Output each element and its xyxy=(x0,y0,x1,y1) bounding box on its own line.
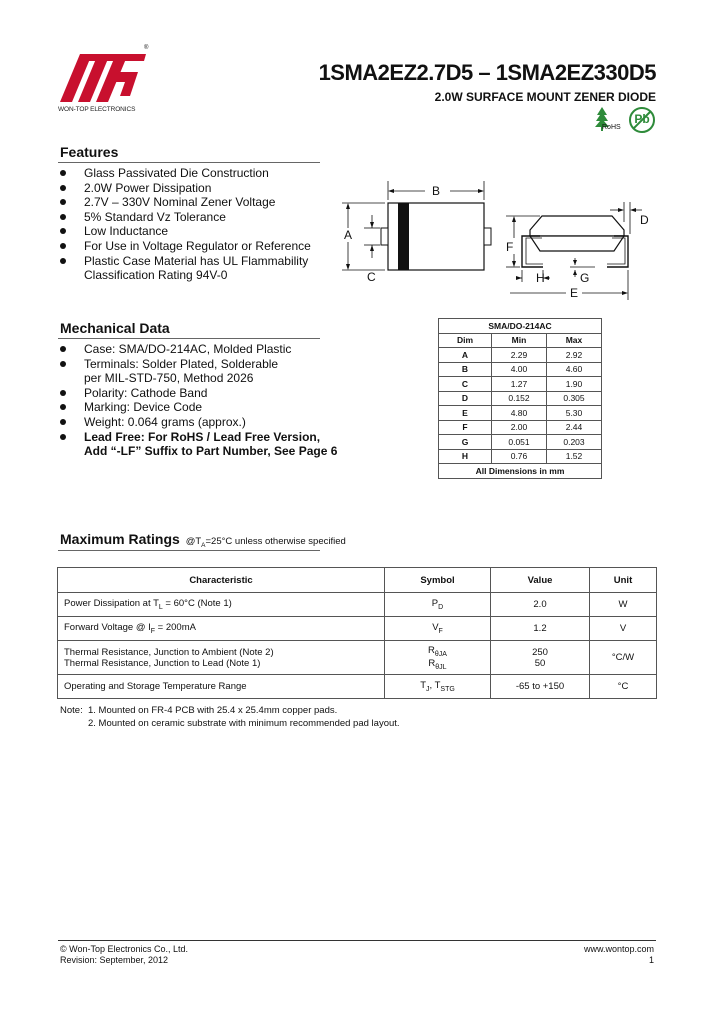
characteristic-text: = 60°C (Note 1) xyxy=(162,598,232,610)
features-list xyxy=(58,166,338,283)
symbol-cell xyxy=(385,641,491,675)
table-row xyxy=(439,391,602,406)
characteristic-cell xyxy=(58,593,385,617)
dim-cell: B xyxy=(439,362,492,377)
pb-label: Pb xyxy=(634,112,650,126)
dim-cell: F xyxy=(439,420,492,435)
feature-item: 5% Standard Vz Tolerance xyxy=(58,210,338,225)
notes-label: Note: xyxy=(60,705,83,716)
dimension-table xyxy=(438,318,602,479)
value-cell xyxy=(491,641,590,675)
dimension-table-footer: All Dimensions in mm xyxy=(439,464,602,479)
min-cell: 0.76 xyxy=(492,449,547,464)
ratings-condition-rest: =25°C unless otherwise specified xyxy=(205,536,346,547)
characteristic-text: Power Dissipation at T xyxy=(64,598,159,610)
feature-item: 2.0W Power Dissipation xyxy=(58,181,338,196)
footer-copyright: © Won-Top Electronics Co., Ltd. xyxy=(60,944,189,954)
value-text: 250 xyxy=(532,646,548,658)
max-cell: 0.305 xyxy=(547,391,602,406)
dim-label-e: E xyxy=(570,286,579,300)
table-row xyxy=(439,348,602,363)
min-cell: 2.00 xyxy=(492,420,547,435)
rohs-label: RoHS xyxy=(602,124,621,131)
dim-label-g: G xyxy=(580,271,590,285)
characteristic-text: Thermal Resistance, Junction to Ambient (Note 2) xyxy=(64,646,274,658)
characteristic-cell: Operating and Storage Temperature Range xyxy=(58,675,385,699)
ratings-title xyxy=(60,531,346,549)
part-number-title: 1SMA2EZ2.7D5 – 1SMA2EZ330D5 xyxy=(318,60,656,85)
characteristic-text: Thermal Resistance, Junction to Lead (Note 1) xyxy=(64,657,261,669)
unit-cell: °C xyxy=(590,675,657,699)
unit-cell: V xyxy=(590,617,657,641)
value-header: Value xyxy=(491,568,590,593)
footer-rule xyxy=(58,940,656,941)
characteristic-sub: F xyxy=(150,627,156,635)
max-cell: 5.30 xyxy=(547,406,602,421)
dim-cell: G xyxy=(439,435,492,450)
max-cell: 0.203 xyxy=(547,435,602,450)
mechanical-title: Mechanical Data xyxy=(60,320,170,336)
max-cell: 4.60 xyxy=(547,362,602,377)
dim-label-f: F xyxy=(506,240,514,254)
max-cell: 1.90 xyxy=(547,377,602,392)
symbol-cell xyxy=(385,675,491,699)
feature-item: Low Inductance xyxy=(58,224,338,239)
symbol-sub: θJL xyxy=(435,663,447,671)
max-cell: 1.52 xyxy=(547,449,602,464)
symbol-text: T xyxy=(420,680,426,692)
dim-label-b: B xyxy=(432,184,441,198)
company-name: WON-TOP ELECTRONICS xyxy=(58,106,136,113)
feature-item: Glass Passivated Die Construction xyxy=(58,166,338,181)
features-title: Features xyxy=(60,144,119,160)
note-1: 1. Mounted on FR-4 PCB with 25.4 x 25.4mm copper pads. xyxy=(88,705,338,716)
min-cell: 0.051 xyxy=(492,435,547,450)
mechanical-rule xyxy=(58,338,320,339)
feature-item: Classification Rating 94V-0 xyxy=(84,268,228,283)
value-cell: 1.2 xyxy=(491,617,590,641)
symbol-sub: J xyxy=(426,685,430,693)
mechanical-item: Terminals: Solder Plated, Solderable xyxy=(58,357,358,372)
table-row xyxy=(439,362,602,377)
value-text: 50 xyxy=(534,657,546,669)
table-row xyxy=(439,377,602,392)
min-cell: 4.00 xyxy=(492,362,547,377)
product-subtitle: 2.0W SURFACE MOUNT ZENER DIODE xyxy=(434,90,656,104)
table-row xyxy=(439,449,602,464)
package-outline-diagram xyxy=(330,178,660,302)
dim-label-d: D xyxy=(640,213,649,227)
table-row xyxy=(58,641,657,675)
footer-page-number: 1 xyxy=(648,955,654,965)
symbol-sub: D xyxy=(438,603,444,611)
dim-cell: A xyxy=(439,348,492,363)
value-cell: -65 to +150 xyxy=(491,675,590,699)
max-cell: 2.44 xyxy=(547,420,602,435)
footer-revision: Revision: September, 2012 xyxy=(60,955,169,965)
table-row xyxy=(439,420,602,435)
dim-cell: C xyxy=(439,377,492,392)
characteristic-cell xyxy=(58,641,385,675)
ratings-condition-at: @T xyxy=(185,536,202,547)
symbol-text: R xyxy=(428,644,435,656)
feature-item: Plastic Case Material has UL Flammability xyxy=(58,254,338,269)
symbol-text: R xyxy=(428,657,436,669)
footer-website: www.wontop.com xyxy=(583,944,654,954)
mechanical-item: Marking: Device Code xyxy=(58,400,358,415)
table-row xyxy=(439,435,602,450)
table-row xyxy=(439,406,602,421)
mechanical-item: Add “-LF” Suffix to Part Number, See Page 6 xyxy=(84,444,338,459)
unit-cell: °C/W xyxy=(590,641,657,675)
dimension-table-title: SMA/DO-214AC xyxy=(439,319,602,334)
unit-header: Unit xyxy=(590,568,657,593)
max-cell: 2.92 xyxy=(547,348,602,363)
ratings-condition-sub: A xyxy=(201,541,206,549)
mechanical-item: per MIL-STD-750, Method 2026 xyxy=(84,371,254,386)
feature-item: 2.7V – 330V Nominal Zener Voltage xyxy=(58,195,338,210)
unit-cell: W xyxy=(590,593,657,617)
characteristic-header: Characteristic xyxy=(58,568,385,593)
dim-cell: H xyxy=(439,449,492,464)
dim-label-c: C xyxy=(367,270,376,284)
table-row xyxy=(58,617,657,641)
table-row xyxy=(58,675,657,699)
characteristic-text: Forward Voltage @ I xyxy=(64,622,151,634)
symbol-sub: STG xyxy=(440,685,455,693)
ratings-rule xyxy=(58,550,320,551)
dim-label-h: H xyxy=(536,271,545,285)
dim-cell: D xyxy=(439,391,492,406)
ratings-title-text: Maximum Ratings xyxy=(60,531,180,547)
symbol-header: Symbol xyxy=(385,568,491,593)
ratings-condition xyxy=(186,536,346,547)
dim-label-a: A xyxy=(344,228,353,242)
registered-mark: ® xyxy=(144,45,149,51)
symbol-cell xyxy=(385,593,491,617)
min-cell: 1.27 xyxy=(492,377,547,392)
mechanical-list xyxy=(58,342,358,459)
dim-cell: E xyxy=(439,406,492,421)
min-cell: 2.29 xyxy=(492,348,547,363)
max-header: Max xyxy=(547,333,602,348)
features-rule xyxy=(58,162,320,163)
company-logo xyxy=(58,44,154,112)
ratings-table xyxy=(57,567,657,699)
symbol-text: V xyxy=(432,622,439,634)
mechanical-item: Case: SMA/DO-214AC, Molded Plastic xyxy=(58,342,358,357)
symbol-sub: F xyxy=(438,627,443,635)
symbol-sub: θJA xyxy=(434,650,447,658)
characteristic-cell xyxy=(58,617,385,641)
mechanical-item: Lead Free: For RoHS / Lead Free Version, xyxy=(58,430,358,445)
note-2: 2. Mounted on ceramic substrate with minimum recommended pad layout. xyxy=(88,718,400,729)
mechanical-item: Polarity: Cathode Band xyxy=(58,386,358,401)
feature-item: For Use in Voltage Regulator or Reference xyxy=(58,239,338,254)
characteristic-sub: L xyxy=(158,603,163,611)
mechanical-item: Weight: 0.064 grams (approx.) xyxy=(58,415,358,430)
symbol-text: , T xyxy=(429,680,441,692)
symbol-text: P xyxy=(431,598,439,610)
min-cell: 4.80 xyxy=(492,406,547,421)
dim-header: Dim xyxy=(439,333,492,348)
min-cell: 0.152 xyxy=(492,391,547,406)
table-row xyxy=(58,593,657,617)
symbol-cell xyxy=(385,617,491,641)
value-cell: 2.0 xyxy=(491,593,590,617)
characteristic-text: = 200mA xyxy=(155,622,196,634)
min-header: Min xyxy=(492,333,547,348)
